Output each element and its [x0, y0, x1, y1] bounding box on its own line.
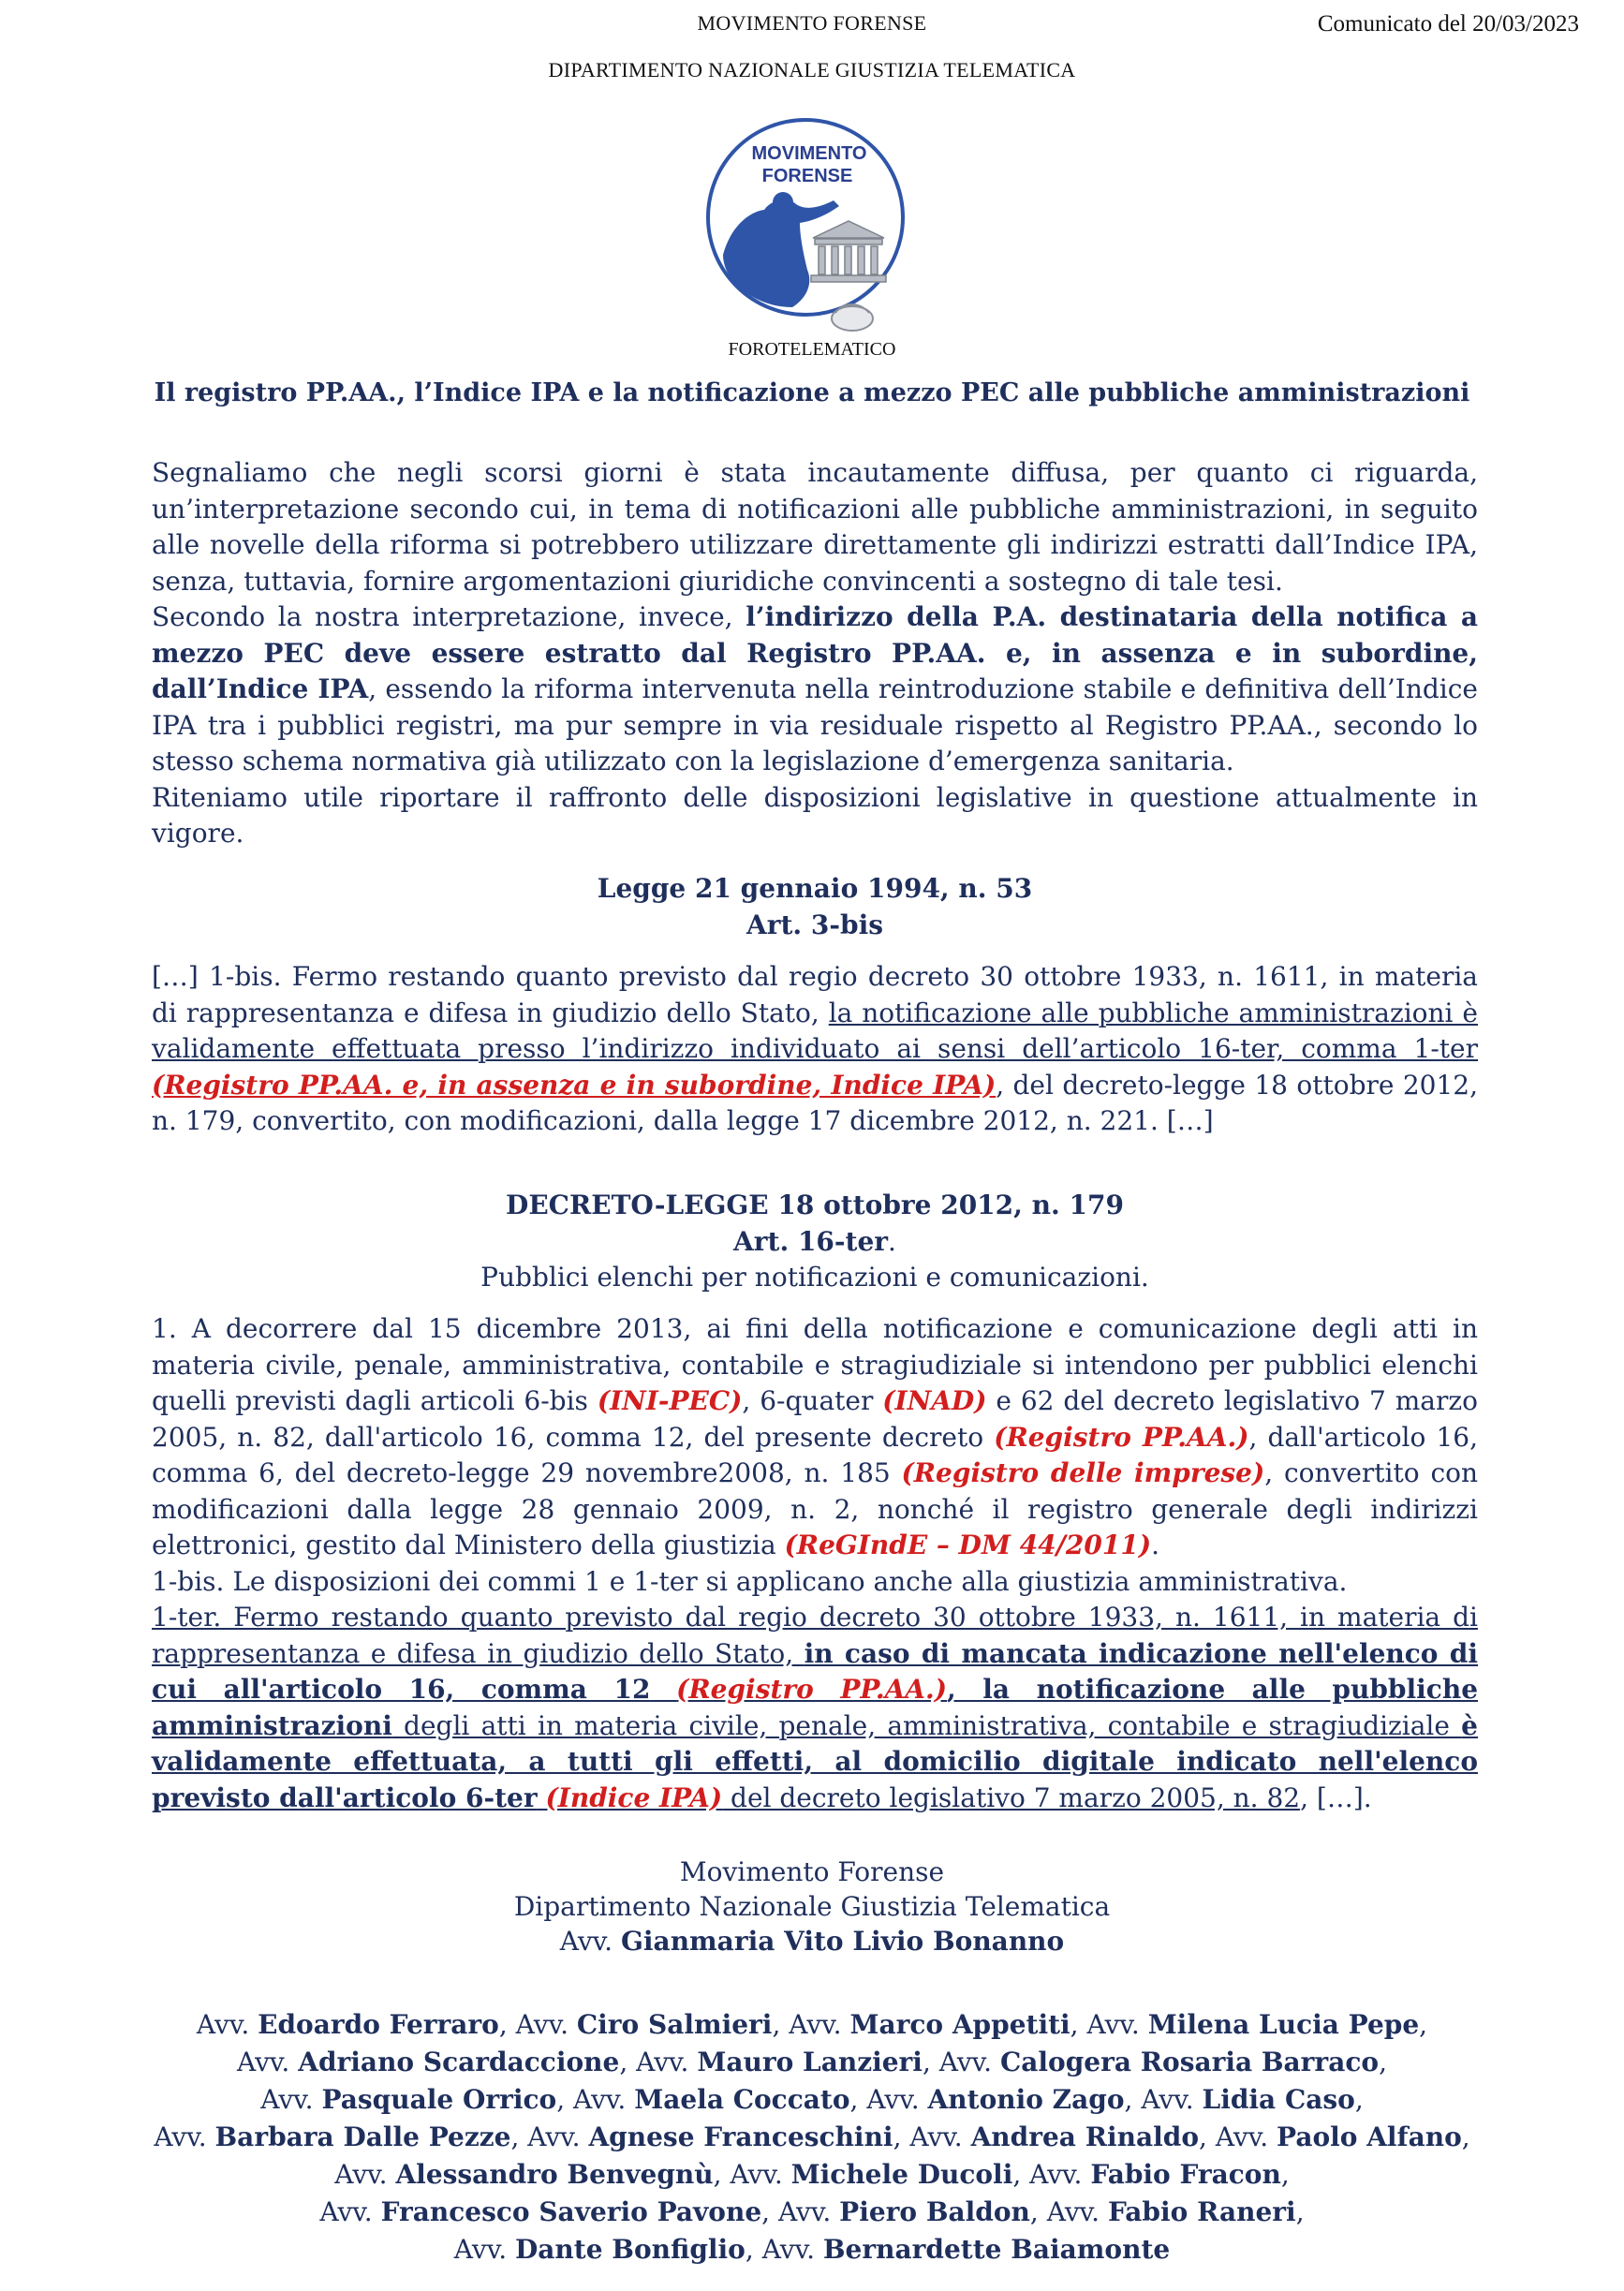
member-name: Alessandro Benvegnù	[395, 2159, 714, 2190]
members-line: Avv. Adriano Scardaccione, Avv. Mauro Lanzieri, Avv. Calogera Rosaria Barraco,	[237, 2047, 1387, 2077]
member-name: Milena Lucia Pepe	[1147, 2009, 1420, 2040]
communique-date: Comunicato del 20/03/2023	[1317, 11, 1579, 37]
member-name: Andrea Rinaldo	[970, 2121, 1199, 2152]
organization-name: MOVIMENTO FORENSE	[697, 11, 927, 35]
law1-heading: Legge 21 gennaio 1994, n. 53	[597, 873, 1033, 904]
member-prefix: Avv.	[777, 2196, 840, 2227]
member-prefix: Avv.	[1215, 2121, 1277, 2152]
member-prefix: Avv.	[319, 2196, 381, 2227]
law1-heading-block	[152, 871, 1478, 943]
member-name: Edoardo Ferraro	[258, 2009, 499, 2040]
member-prefix: Avv.	[730, 2159, 791, 2190]
law2-article: Art. 16-ter	[733, 1225, 889, 1257]
law1-text-intro: […] 1-bis. Fermo restando quanto previsto dal regio decreto 30 ottobre 1933, n. 1611, in materia di rappresentanza e difesa in giudizio dello Stato,	[152, 961, 1478, 1028]
member-name: Barbara Dalle Pezze	[214, 2121, 511, 2152]
member-name: Piero Baldon	[839, 2196, 1030, 2227]
movimento-forense-logo	[702, 114, 922, 343]
law1-text-underlined: la notificazione alle pubbliche amministrazioni è validamente effettuata presso l’indirizzo individuato ai sensi dell’articolo 16-ter, comma 1-ter	[152, 997, 1479, 1064]
member-name: Mauro Lanzieri	[697, 2047, 923, 2077]
law2-text	[152, 1311, 1478, 1816]
law2-comma-1bis: 1-bis. Le disposizioni dei commi 1 e 1-ter si applicano anche alla giustizia amministrativa.	[152, 1565, 1348, 1597]
member-prefix: Avv.	[938, 2047, 1000, 2077]
annotation-indice-ipa: (Indice IPA)	[545, 1781, 723, 1813]
intro-p2-text: Secondo la nostra interpretazione, invece,	[152, 601, 746, 632]
signature-dept: Dipartimento Nazionale Giustizia Telematica	[513, 1891, 1111, 1922]
annotation-inad: (INAD)	[882, 1385, 987, 1416]
member-name: Michele Ducoli	[790, 2159, 1013, 2190]
intro-p2-emphasis: l’indirizzo della P.A. destinataria della notifica a mezzo PEC deve essere estratto dal Registro PP.AA. e, in assenza e in subordine, dall’Indice IPA	[152, 601, 1478, 704]
member-prefix: Avv.	[1141, 2084, 1203, 2115]
member-name: Antonio Zago	[927, 2084, 1125, 2115]
member-name: Lidia Caso	[1202, 2084, 1355, 2115]
members-list	[0, 2006, 1624, 2269]
logo-text-line1: MOVIMENTO	[751, 143, 867, 164]
member-name: Marco Appetiti	[849, 2009, 1070, 2040]
law2-article-dot: .	[888, 1225, 896, 1257]
signature-org: Movimento Forense	[679, 1856, 945, 1887]
member-name: Fabio Raneri	[1107, 2196, 1296, 2227]
intro-p2-continuation: , essendo la riforma intervenuta nella reintroduzione stabile e definitiva dell’Indice IPA tra i pubblici registri, ma pur sempre in via residuale rispetto al Registro PP.AA., secondo lo stesso schema normativa già utilizzato con la legislazione d’emergenza sanitaria.	[152, 673, 1478, 776]
member-prefix: Avv.	[1046, 2196, 1108, 2227]
member-prefix: Avv.	[636, 2047, 698, 2077]
department-name: DIPARTIMENTO NAZIONALE GIUSTIZIA TELEMATICA	[548, 58, 1076, 81]
member-prefix: Avv.	[260, 2084, 322, 2115]
law1-annotation: (Registro PP.AA. e, in assenza e in subordine, Indice IPA)	[152, 1069, 997, 1101]
members-line: Avv. Barbara Dalle Pezze, Avv. Agnese Franceschini, Avv. Andrea Rinaldo, Avv. Paolo Alfano,	[154, 2121, 1470, 2152]
law2-heading: DECRETO-LEGGE 18 ottobre 2012, n. 179	[506, 1190, 1124, 1220]
law1-text-end: , del decreto-legge 18 ottobre 2012, n. 179, convertito, con modificazioni, dalla legge 17 dicembre 2012, n. 221. […]	[152, 1069, 1478, 1136]
annotation-registro-imprese: (Registro delle imprese)	[901, 1457, 1265, 1488]
intro-paragraph-3: Riteniamo utile riportare il raffronto delle disposizioni legislative in questione attualmente in vigore.	[152, 781, 1478, 849]
law2-subtitle: Pubblici elenchi per notificazioni e comunicazioni.	[480, 1262, 1149, 1293]
member-name: Bernardette Baiamonte	[822, 2234, 1171, 2265]
member-prefix: Avv.	[515, 2009, 577, 2040]
member-prefix: Avv.	[761, 2234, 823, 2265]
intro-paragraph-2	[152, 599, 1478, 780]
member-name: Calogera Rosaria Barraco	[999, 2047, 1380, 2077]
member-name: Paolo Alfano	[1277, 2121, 1462, 2152]
member-name: Adriano Scardaccione	[298, 2047, 620, 2077]
annotation-registro-ppaa: (Registro PP.AA.)	[994, 1421, 1249, 1453]
member-prefix: Avv.	[237, 2047, 299, 2077]
member-prefix: Avv.	[573, 2084, 635, 2115]
annotation-ini-pec: (INI-PEC)	[597, 1385, 743, 1416]
member-prefix: Avv.	[453, 2234, 515, 2265]
member-name: Agnese Franceschini	[588, 2121, 893, 2152]
member-name: Pasquale Orrico	[321, 2084, 557, 2115]
members-line: Avv. Dante Bonfiglio, Avv. Bernardette Baiamonte	[453, 2234, 1171, 2265]
member-prefix: Avv.	[527, 2121, 589, 2152]
law1-article: Art. 3-bis	[746, 909, 883, 940]
law2-comma-1ter: 1-ter. Fermo restando quanto previsto dal regio decreto 30 ottobre 1933, n. 1611, in materia di rappresentanza e difesa in giudizio dello Stato, in caso di mancata indicazione nell'elenco di cui all'articolo 16, comma 12 (Registro PP.AA.), la notificazione alle pubbliche amministrazioni degli atti in materia civile, penale, amministrativa, contabile e stragiudiziale è validamente effettuata, a tutti gli effetti, al domicilio digitale indicato nell'elenco previsto dall'articolo 6-ter (Indice IPA) del decreto legislativo 7 marzo 2005, n. 82, […].	[152, 1602, 1479, 1813]
members-line: Avv. Edoardo Ferraro, Avv. Ciro Salmieri, Avv. Marco Appetiti, Avv. Milena Lucia Pepe,	[196, 2009, 1428, 2040]
member-prefix: Avv.	[1029, 2159, 1091, 2190]
law2-comma-1: 1. A decorrere dal 15 dicembre 2013, ai fini della notificazione e comunicazione degli atti in materia civile, penale, amministrativa, contabile e stragiudiziale si intendono per pubblici elenchi quelli previsti dagli articoli 6-bis (INI-PEC), 6-quater (INAD) e 62 del decreto legislativo 7 marzo 2005, n. 82, dall'articolo 16, comma 12, del presente decreto (Registro PP.AA.), dall'articolo 16, comma 6, del decreto-legge 29 novembre2008, n. 185 (Registro delle imprese), convertito con modificazioni dalla legge 28 gennaio 2009, n. 2, nonché il registro generale degli indirizzi elettronici, gestito dal Ministero della giustizia (ReGIndE – DM 44/2011).	[152, 1313, 1479, 1560]
law1-text	[152, 959, 1478, 1140]
member-prefix: Avv.	[866, 2084, 928, 2115]
member-prefix: Avv.	[154, 2121, 215, 2152]
member-prefix: Avv.	[789, 2009, 850, 2040]
document-title: Il registro PP.AA., l’Indice IPA e la notificazione a mezzo PEC alle pubbliche amministrazioni	[154, 378, 1470, 407]
signature-block	[0, 1855, 1624, 1958]
members-line: Avv. Francesco Saverio Pavone, Avv. Piero Baldon, Avv. Fabio Raneri,	[319, 2196, 1305, 2227]
members-line: Avv. Alessandro Benvegnù, Avv. Michele Ducoli, Avv. Fabio Fracon,	[334, 2159, 1290, 2190]
member-name: Fabio Fracon	[1090, 2159, 1281, 2190]
member-name: Francesco Saverio Pavone	[380, 2196, 762, 2227]
intro-paragraph-1: Segnaliamo che negli scorsi giorni è stata incautamente diffusa, per quanto ci riguarda, un’interpretazione secondo cui, in tema di notificazioni alle pubbliche amministrazioni, in seguito alle novelle della riforma si potrebbero utilizzare direttamente gli indirizzi estratti dall’Indice IPA, senza, tuttavia, fornire argomentazioni giuridiche convincenti a sostegno di tale tesi.	[152, 457, 1478, 597]
annotation-regindE: (ReGIndE – DM 44/2011)	[784, 1530, 1152, 1560]
law2-heading-block	[152, 1188, 1478, 1296]
intro-section	[152, 455, 1478, 852]
logo-caption: FOROTELEMATICO	[728, 339, 896, 360]
signature-author: Gianmaria Vito Livio Bonanno	[621, 1926, 1065, 1957]
signature-author-line: Avv. Gianmaria Vito Livio Bonanno	[559, 1926, 1065, 1957]
member-name: Ciro Salmieri	[576, 2009, 773, 2040]
member-prefix: Avv.	[1086, 2009, 1148, 2040]
logo-text-line2: FORENSE	[761, 166, 853, 186]
member-prefix: Avv.	[909, 2121, 971, 2152]
annotation-registro-ppaa-2: (Registro PP.AA.)	[676, 1674, 948, 1705]
members-line: Avv. Pasquale Orrico, Avv. Maela Coccato, Avv. Antonio Zago, Avv. Lidia Caso,	[260, 2084, 1364, 2115]
member-prefix: Avv.	[334, 2159, 396, 2190]
member-prefix: Avv.	[196, 2009, 258, 2040]
member-name: Dante Bonfiglio	[515, 2234, 746, 2265]
member-name: Maela Coccato	[634, 2084, 850, 2115]
